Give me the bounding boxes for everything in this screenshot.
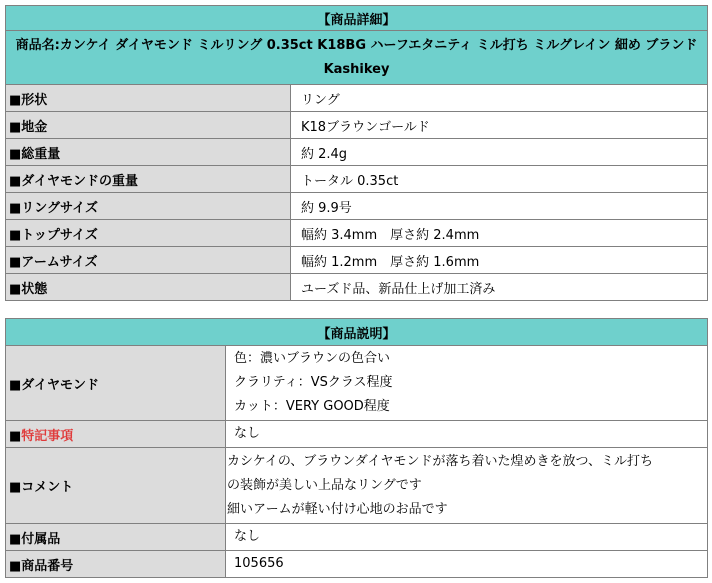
row-label-metal: ■地金: [6, 112, 291, 139]
row-value-ring-size: 約 9.9号: [291, 193, 708, 220]
item-number-value: 105656: [226, 551, 708, 578]
diamond-clarity: クラリティ：VSクラス程度: [234, 375, 393, 390]
diamond-value: [226, 346, 708, 421]
row-label-top-size: ■トップサイズ: [6, 220, 291, 247]
special-notes-marker: ■: [9, 428, 22, 444]
product-title: 商品名:カンケイ ダイヤモンド ミルリング 0.35ct K18BG ハーフエタニティ ミル打ち ミルグレイン 細め ブランド Kashikey: [6, 31, 708, 85]
details-header: 【商品詳細】: [6, 6, 708, 31]
product-description-table: [5, 318, 708, 578]
comment-line-1: カシケイの、ブラウンダイヤモンドが落ち着いた煌めきを放つ、ミル打ち: [227, 453, 654, 469]
special-notes-label: [6, 421, 226, 448]
row-label-ring-size: ■リングサイズ: [6, 193, 291, 220]
special-notes-text: 特記事項: [21, 428, 74, 444]
accessories-value: なし: [226, 524, 708, 551]
row-value-arm-size: 幅約 1.2mm 厚さ約 1.6mm: [291, 247, 708, 274]
row-label-arm-size: ■アームサイズ: [6, 247, 291, 274]
comment-value: [226, 448, 708, 524]
accessories-label: ■付属品: [6, 524, 226, 551]
row-value-condition: ユーズド品、新品仕上げ加工済み: [291, 274, 708, 301]
item-number-label: ■商品番号: [6, 551, 226, 578]
diamond-cut: カット：VERY GOOD程度: [234, 399, 390, 414]
row-label-total-weight: ■総重量: [6, 139, 291, 166]
row-value-diamond-weight: トータル 0.35ct: [291, 166, 708, 193]
diamond-color: 色：濃いブラウンの色合い: [234, 351, 391, 366]
row-value-total-weight: 約 2.4g: [291, 139, 708, 166]
row-value-metal: K18ブラウンゴールド: [291, 112, 708, 139]
row-label-shape: ■形状: [6, 85, 291, 112]
description-header: 【商品説明】: [6, 319, 708, 346]
product-details-table: [5, 5, 708, 301]
row-label-condition: ■状態: [6, 274, 291, 301]
diamond-label: ■ダイヤモンド: [6, 346, 226, 421]
row-value-top-size: 幅約 3.4mm 厚さ約 2.4mm: [291, 220, 708, 247]
special-notes-value: なし: [226, 421, 708, 448]
comment-label: ■コメント: [6, 448, 226, 524]
comment-line-3: 細いアームが軽い付け心地のお品です: [227, 501, 448, 517]
row-label-diamond-weight: ■ダイヤモンドの重量: [6, 166, 291, 193]
row-value-shape: リング: [291, 85, 708, 112]
comment-line-2: の装飾が美しい上品なリングです: [227, 477, 422, 493]
